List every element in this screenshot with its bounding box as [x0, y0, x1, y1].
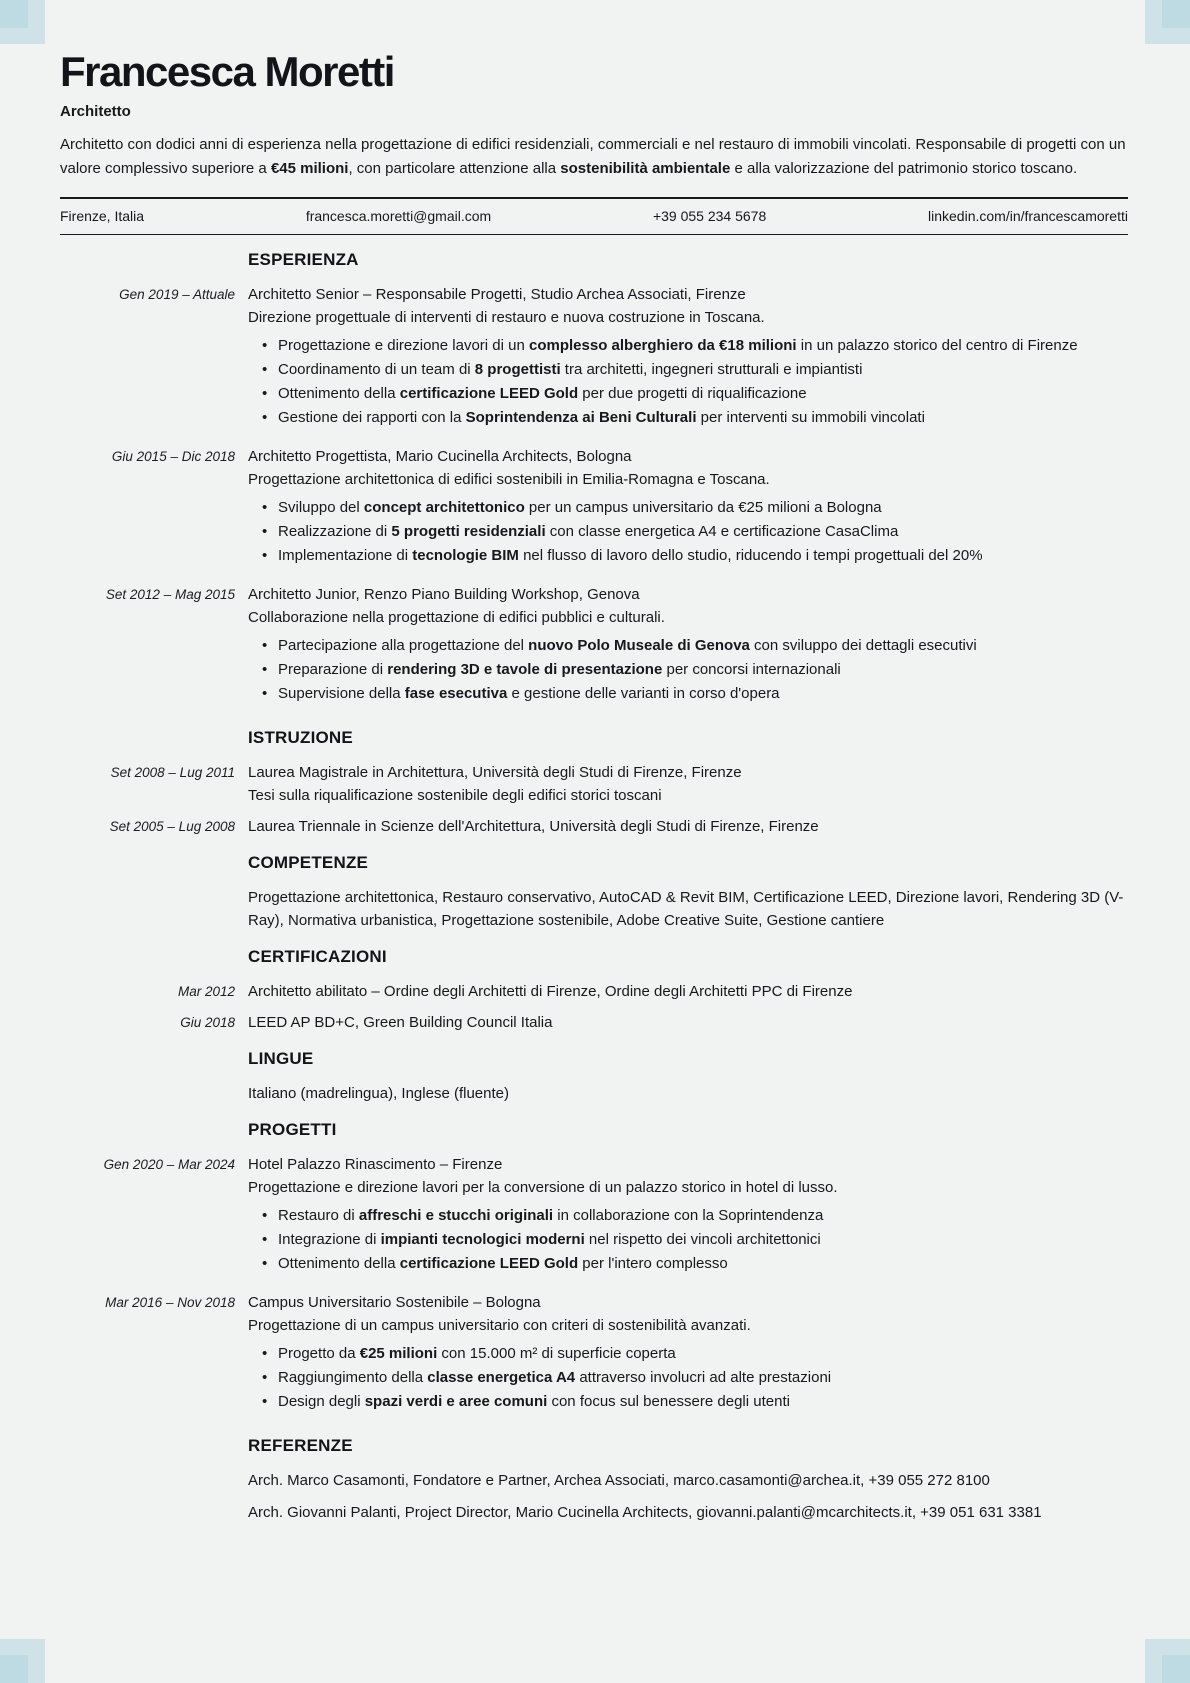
entry-date — [60, 1469, 235, 1533]
bullet-list — [248, 497, 1128, 575]
entry-row — [60, 815, 1128, 838]
entry-line — [248, 1501, 1128, 1524]
contact-email: francesca.moretti@gmail.com — [305, 208, 492, 224]
entry-line — [248, 283, 1128, 306]
text: Architetto Senior – Responsabile Progetti, Studio Archea Associati, Firenze — [248, 286, 746, 303]
entry-date: Set 2008 – Lug 2011 — [110, 765, 235, 780]
bold-text: Soprintendenza ai Beni Culturali — [465, 409, 697, 426]
date-column-spacer — [60, 852, 235, 886]
section-heading-row — [60, 1048, 1128, 1082]
section-heading: REFERENZE — [248, 1436, 353, 1455]
text: Progettazione architettonica, Restauro conservativo, AutoCAD & Revit BIM, Certificazione LEED, Direzione lavori, Rendering 3D (V-Ray), Normativa urbanistica, Progettazione sostenibile, Adobe Creative Suite, Gestione cantiere — [248, 889, 1124, 929]
section-heading: ISTRUZIONE — [248, 728, 353, 747]
text: Arch. Giovanni Palanti, Project Director, Mario Cucinella Architects, giovanni.palanti@mcarchitects.it, +39 051 631 3381 — [248, 1504, 1042, 1521]
text: Direzione progettuale di interventi di restauro e nuova costruzione in Toscana. — [248, 309, 765, 326]
date-column-spacer — [60, 249, 235, 283]
corner-accent-bottom-right — [1145, 1639, 1190, 1683]
cv-header — [60, 50, 1128, 181]
entry-content — [248, 815, 1128, 838]
text: nel rispetto dei vincoli architettonici — [584, 1231, 821, 1248]
entry-row — [60, 980, 1128, 1003]
bold-text: tecnologie BIM — [412, 547, 519, 564]
date-column-spacer — [60, 1435, 235, 1469]
section-heading-row — [60, 1435, 1128, 1469]
section-heading-row — [60, 946, 1128, 980]
section-heading: LINGUE — [248, 1049, 314, 1068]
section-certificazioni — [60, 946, 1128, 1034]
bold-text: 5 progetti residenziali — [391, 523, 546, 540]
bold-text: impianti tecnologici moderni — [380, 1231, 585, 1248]
text: , con particolare attenzione alla — [348, 160, 561, 177]
text: Laurea Triennale in Scienze dell'Architettura, Università degli Studi di Firenze, Firenze — [248, 818, 819, 835]
bullet-dot-icon: • — [262, 361, 268, 378]
bullet-item — [248, 497, 1128, 519]
entry-content — [248, 1291, 1128, 1421]
bold-text: certificazione LEED Gold — [399, 385, 579, 402]
text: in un palazzo storico del centro di Firenze — [796, 337, 1078, 354]
bullet-dot-icon: • — [262, 661, 268, 678]
section-heading-cell — [248, 1119, 1128, 1153]
bullet-dot-icon: • — [262, 637, 268, 654]
bold-text: fase esecutiva — [404, 685, 508, 702]
text: nel flusso di lavoro dello studio, riducendo i tempi progettuali del 20% — [518, 547, 983, 564]
name-heading: Francesca Moretti — [60, 48, 394, 95]
section-referenze — [60, 1435, 1128, 1533]
text: Integrazione di — [278, 1231, 381, 1248]
contact-bar — [60, 197, 1128, 235]
bullet-dot-icon: • — [262, 1207, 268, 1224]
bullet-dot-icon: • — [262, 1231, 268, 1248]
text: in collaborazione con la Soprintendenza — [553, 1207, 824, 1224]
text: Italiano (madrelingua), Inglese (fluente) — [248, 1085, 509, 1102]
bullet-item — [248, 1229, 1128, 1251]
entry-date: Gen 2020 – Mar 2024 — [103, 1157, 235, 1172]
contact-phone: +39 055 234 5678 — [652, 208, 767, 224]
bullet-item — [248, 1367, 1128, 1389]
text: Restauro di — [278, 1207, 359, 1224]
bullet-dot-icon: • — [262, 337, 268, 354]
text: Implementazione di — [278, 547, 413, 564]
text: con 15.000 m² di superficie coperta — [437, 1345, 676, 1362]
entry-row — [60, 761, 1128, 807]
text: Progettazione di un campus universitario con criteri di sostenibilità avanzati. — [248, 1317, 751, 1334]
text: Progettazione e direzione lavori di un — [278, 337, 529, 354]
section-heading-cell — [248, 727, 1128, 761]
section-heading-cell — [248, 1048, 1128, 1082]
entry-row — [60, 445, 1128, 575]
bullet-list — [248, 335, 1128, 437]
entry-line — [248, 1011, 1128, 1034]
text: per interventi su immobili vincolati — [696, 409, 925, 426]
accent-square-dark — [1162, 0, 1190, 28]
entry-line — [248, 1176, 1128, 1199]
entry-line — [248, 1153, 1128, 1176]
entry-line — [248, 980, 1128, 1003]
text: Progettazione e direzione lavori per la conversione di un palazzo storico in hotel di lusso. — [248, 1179, 838, 1196]
corner-accent-top-right — [1145, 0, 1190, 44]
entry-content — [248, 1153, 1128, 1283]
section-heading-cell — [248, 852, 1128, 886]
entry-row — [60, 1469, 1128, 1533]
bold-text: affreschi e stucchi originali — [358, 1207, 554, 1224]
text: Tesi sulla riqualificazione sostenibile degli edifici storici toscani — [248, 787, 662, 804]
section-heading-cell — [248, 1435, 1128, 1469]
bullet-item — [248, 521, 1128, 543]
bold-text: €25 milioni — [359, 1345, 438, 1362]
bullet-item — [248, 635, 1128, 657]
bullet-item — [248, 335, 1128, 357]
entry-content — [248, 886, 1128, 932]
date-column-spacer — [60, 1119, 235, 1153]
section-heading-row — [60, 1119, 1128, 1153]
text: Architetto Junior, Renzo Piano Building Workshop, Genova — [248, 586, 640, 603]
section-heading-row — [60, 852, 1128, 886]
text: Realizzazione di — [278, 523, 392, 540]
entry-date: Set 2012 – Mag 2015 — [105, 587, 235, 602]
text: per concorsi internazionali — [662, 661, 841, 678]
entry-line — [248, 761, 1128, 784]
text: tra architetti, ingegneri strutturali e impiantisti — [560, 361, 863, 378]
entry-line — [248, 468, 1128, 491]
entry-date: Giu 2015 – Dic 2018 — [111, 449, 235, 464]
text: Ottenimento della — [278, 1255, 400, 1272]
entry-date — [60, 886, 235, 932]
text: Progettazione architettonica di edifici sostenibili in Emilia-Romagna e Toscana. — [248, 471, 770, 488]
entry-date: Set 2005 – Lug 2008 — [109, 819, 235, 834]
text: con sviluppo dei dettagli esecutivi — [749, 637, 977, 654]
entry-line — [248, 784, 1128, 807]
entry-date: Giu 2018 — [180, 1015, 235, 1030]
section-heading-row — [60, 727, 1128, 761]
bullet-item — [248, 359, 1128, 381]
bold-text: spazi verdi e aree comuni — [364, 1393, 548, 1410]
text: e alla valorizzazione del patrimonio storico toscano. — [730, 160, 1078, 177]
contact-location: Firenze, Italia — [60, 208, 145, 224]
text: e gestione delle varianti in corso d'opera — [507, 685, 780, 702]
text: per l'intero complesso — [578, 1255, 728, 1272]
entry-row — [60, 886, 1128, 932]
entry-line — [248, 606, 1128, 629]
entry-content — [248, 980, 1128, 1003]
bullet-item — [248, 683, 1128, 705]
bullet-list — [248, 1343, 1128, 1421]
bold-text: sostenibilità ambientale — [560, 160, 731, 177]
text: Design degli — [278, 1393, 365, 1410]
text: attraverso involucri ad alte prestazioni — [575, 1369, 832, 1386]
bullet-dot-icon: • — [262, 499, 268, 516]
bullet-list — [248, 1205, 1128, 1283]
entry-content — [248, 445, 1128, 575]
bullet-dot-icon: • — [262, 685, 268, 702]
text: con focus sul benessere degli utenti — [547, 1393, 790, 1410]
section-heading: PROGETTI — [248, 1120, 337, 1139]
text: Coordinamento di un team di — [278, 361, 475, 378]
section-progetti — [60, 1119, 1128, 1421]
bold-text: concept architettonico — [363, 499, 525, 516]
entry-line — [248, 1469, 1128, 1492]
bullet-dot-icon: • — [262, 385, 268, 402]
entry-row — [60, 1291, 1128, 1421]
entry-date — [60, 1082, 235, 1105]
bold-text: classe energetica A4 — [427, 1369, 576, 1386]
entry-row — [60, 1082, 1128, 1105]
bullet-item — [248, 1205, 1128, 1227]
date-column-spacer — [60, 1048, 235, 1082]
text: Architetto con dodici anni di esperienza nella progettazione di edifici residenziali, commerciali e nel restauro di immobili vincolati. Responsabile di progetti con un valore complessivo superiore a — [60, 136, 1126, 177]
bullet-item — [248, 545, 1128, 567]
entry-line — [248, 1291, 1128, 1314]
section-heading: CERTIFICAZIONI — [248, 947, 387, 966]
section-istruzione — [60, 727, 1128, 838]
section-heading-cell — [248, 249, 1128, 283]
bold-text: nuovo Polo Museale di Genova — [528, 637, 750, 654]
entry-content — [248, 583, 1128, 713]
section-lingue — [60, 1048, 1128, 1105]
job-title: Architetto — [60, 103, 131, 120]
text: Architetto Progettista, Mario Cucinella Architects, Bologna — [248, 448, 632, 465]
text: Laurea Magistrale in Architettura, Università degli Studi di Firenze, Firenze — [248, 764, 742, 781]
sections — [60, 249, 1128, 1533]
entry-line — [248, 1082, 1128, 1105]
text: Arch. Marco Casamonti, Fondatore e Partner, Archea Associati, marco.casamonti@archea.it, +39 055 272 8100 — [248, 1472, 990, 1489]
bullet-item — [248, 659, 1128, 681]
text: Collaborazione nella progettazione di edifici pubblici e culturali. — [248, 609, 665, 626]
text: Progetto da — [278, 1345, 360, 1362]
bold-text: complesso alberghiero da €18 milioni — [529, 337, 797, 354]
accent-square-dark — [1162, 1655, 1190, 1683]
text: Sviluppo del — [278, 499, 364, 516]
bold-text: €45 milioni — [270, 160, 349, 177]
entry-row — [60, 1011, 1128, 1034]
text: Campus Universitario Sostenibile – Bologna — [248, 1294, 541, 1311]
text: per due progetti di riqualificazione — [578, 385, 807, 402]
section-heading-row — [60, 249, 1128, 283]
section-heading: COMPETENZE — [248, 853, 369, 872]
bullet-item — [248, 1343, 1128, 1365]
bullet-dot-icon: • — [262, 1255, 268, 1272]
corner-accent-bottom-left — [0, 1639, 45, 1683]
bold-text: certificazione LEED Gold — [399, 1255, 579, 1272]
bold-text: 8 progettisti — [474, 361, 561, 378]
bullet-list — [248, 635, 1128, 713]
contact-linkedin: linkedin.com/in/francescamoretti — [928, 208, 1128, 224]
date-column-spacer — [60, 727, 235, 761]
entry-row — [60, 1153, 1128, 1283]
entry-line — [248, 1314, 1128, 1337]
entry-line — [248, 815, 1128, 838]
text: Hotel Palazzo Rinascimento – Firenze — [248, 1156, 503, 1173]
bullet-dot-icon: • — [262, 1369, 268, 1386]
entry-content — [248, 761, 1128, 807]
section-heading-cell — [248, 946, 1128, 980]
bullet-dot-icon: • — [262, 523, 268, 540]
entry-content — [248, 1469, 1128, 1533]
text: Supervisione della — [278, 685, 405, 702]
bullet-dot-icon: • — [262, 1345, 268, 1362]
text: Ottenimento della — [278, 385, 400, 402]
section-competenze — [60, 852, 1128, 932]
date-column-spacer — [60, 946, 235, 980]
entry-date: Gen 2019 – Attuale — [119, 287, 235, 302]
text: LEED AP BD+C, Green Building Council Italia — [248, 1014, 553, 1031]
text: Partecipazione alla progettazione del — [278, 637, 529, 654]
bullet-item — [248, 1391, 1128, 1413]
text: Architetto abilitato – Ordine degli Architetti di Firenze, Ordine degli Architetti PPC di Firenze — [248, 983, 853, 1000]
entry-line — [248, 886, 1128, 932]
bullet-dot-icon: • — [262, 409, 268, 426]
entry-row — [60, 283, 1128, 437]
entry-date: Mar 2012 — [177, 984, 235, 999]
section-esperienza — [60, 249, 1128, 713]
bold-text: rendering 3D e tavole di presentazione — [387, 661, 663, 678]
entry-line — [248, 306, 1128, 329]
entry-row — [60, 583, 1128, 713]
corner-accent-top-left — [0, 0, 45, 44]
summary-paragraph — [60, 133, 1128, 181]
accent-square-dark — [0, 0, 28, 28]
section-heading: ESPERIENZA — [248, 250, 359, 269]
bullet-item — [248, 383, 1128, 405]
bullet-dot-icon: • — [262, 1393, 268, 1410]
entry-content — [248, 1082, 1128, 1105]
text: Preparazione di — [278, 661, 388, 678]
text: Raggiungimento della — [278, 1369, 428, 1386]
text: con classe energetica A4 e certificazione CasaClima — [545, 523, 899, 540]
entry-date: Mar 2016 – Nov 2018 — [105, 1295, 235, 1310]
entry-line — [248, 445, 1128, 468]
bullet-item — [248, 407, 1128, 429]
bullet-dot-icon: • — [262, 547, 268, 564]
entry-content — [248, 283, 1128, 437]
text: per un campus universitario da €25 milioni a Bologna — [524, 499, 882, 516]
accent-square-dark — [0, 1655, 28, 1683]
entry-content — [248, 1011, 1128, 1034]
text: Gestione dei rapporti con la — [278, 409, 466, 426]
bullet-item — [248, 1253, 1128, 1275]
entry-line — [248, 583, 1128, 606]
